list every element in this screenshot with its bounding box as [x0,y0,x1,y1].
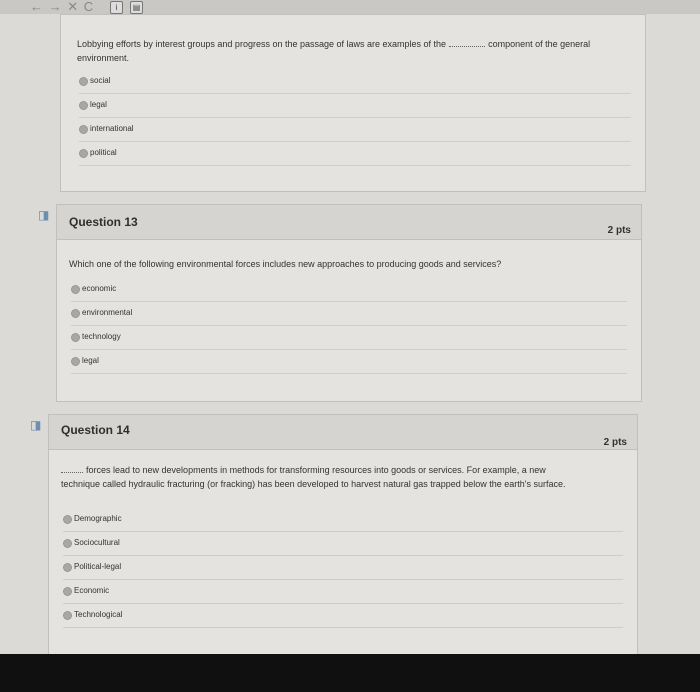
flag-question-13-icon[interactable]: ◨ [38,208,50,222]
radio-button[interactable] [71,309,80,318]
question-title: Question 13 [69,215,138,229]
radio-button[interactable] [63,539,72,548]
q14-option-technological[interactable]: Technological [63,605,623,628]
q14-option-demographic[interactable]: Demographic [63,509,623,532]
radio-button[interactable] [79,101,88,110]
browser-toolbar [0,0,700,14]
q12-option-social[interactable]: social [79,71,631,94]
q14-option-sociocultural[interactable]: Sociocultural [63,533,623,556]
radio-button[interactable] [71,285,80,294]
q12-option-political[interactable]: political [79,143,631,166]
answer-blank [449,46,485,47]
radio-button[interactable] [71,333,80,342]
document-icon[interactable]: ▤ [130,1,143,14]
flag-question-14-icon[interactable]: ◨ [30,418,42,432]
radio-button[interactable] [71,357,80,366]
browser-nav-buttons[interactable]: ← → ✕ C [30,0,95,14]
question-14-header [49,415,637,450]
question-12-card [60,14,646,192]
screen-bezel [0,654,700,692]
q12-option-international[interactable]: international [79,119,631,142]
radio-button[interactable] [63,587,72,596]
question-points: 2 pts [603,437,627,448]
q14-option-economic[interactable]: Economic [63,581,623,604]
q12-option-legal[interactable]: legal [79,95,631,118]
question-13-header [57,205,641,240]
radio-button[interactable] [79,125,88,134]
q13-option-environmental[interactable]: environmental [71,303,627,326]
q13-option-economic[interactable]: economic [71,279,627,302]
radio-button[interactable] [79,149,88,158]
q13-option-legal[interactable]: legal [71,351,627,374]
question-13-text: Which one of the following environmental forces includes new approaches to producing goods and services? [69,259,502,269]
radio-button[interactable] [79,77,88,86]
question-13-card [56,204,642,402]
question-12-text: Lobbying efforts by interest groups and progress on the passage of laws are examples of the component of the general environment. [77,39,591,63]
question-14-card [48,414,638,658]
question-14-text: forces lead to new developments in methods for transforming resources into goods or services. For example, a new technique called hydraulic fracturing (or fracking) has been developed to harvest natural gas trapped below the earth's surface. [61,465,566,489]
q13-option-technology[interactable]: technology [71,327,627,350]
answer-blank [61,472,83,473]
question-points: 2 pts [607,225,631,236]
radio-button[interactable] [63,563,72,572]
info-icon[interactable]: i [110,1,123,14]
q14-option-political-legal[interactable]: Political-legal [63,557,623,580]
radio-button[interactable] [63,611,72,620]
radio-button[interactable] [63,515,72,524]
quiz-page [0,14,700,654]
question-title: Question 14 [61,423,130,437]
